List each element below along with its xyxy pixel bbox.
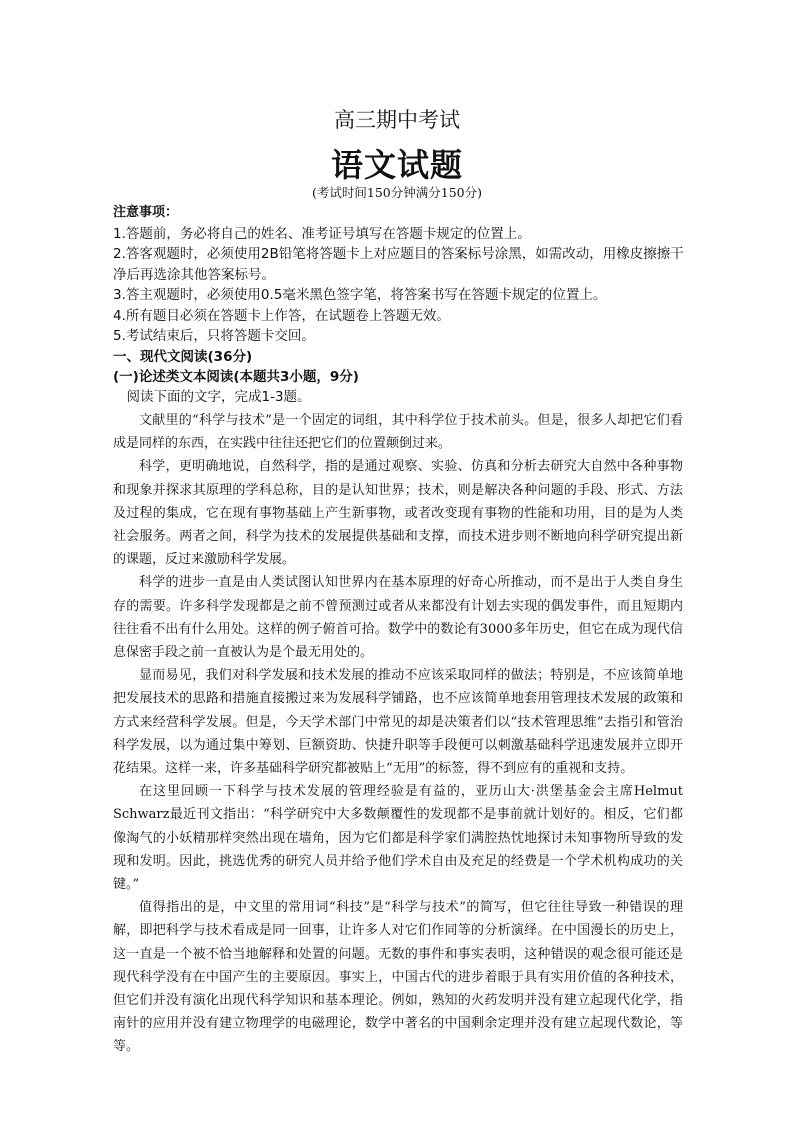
passage-paragraph: 在这里回顾一下科学与技术发展的管理经验是有益的，亚历山大·洪堡基金会主席Helmut Schwarz最近刊文指出：“科学研究中大多数颠覆性的发现都不是事前就计划好的。相反，它们都像淘气的小妖精那样突然出现在墙角，因为它们都是科学家们满腔热忱地探讨未知事物所导致的发现和发明。因此，挑选优秀的研究人员并给予他们学术自由及充足的经费是一个学术机构成功的关键。” [113,784,683,893]
passage-paragraph: 科学，更明确地说，自然科学，指的是通过观察、实验、仿真和分析去研究大自然中各种事物和现象并探求其原理的学科总称，目的是认知世界；技术，则是解决各种问题的手段、形式、方法及过程的集成，它在现有事物基础上产生新事物，或者改变现有事物的性能和功用，目的是为人类社会服务。两者之间，科学为技术的发展提供基础和支撑，而技术进步则不断地向科学研究提出新的课题，反过来激励科学发展。 [113,459,683,568]
reading-passage [113,387,683,1059]
subject-title: 语文试题 [330,146,463,184]
passage-paragraph: 文献里的“科学与技术”是一个固定的词组，其中科学位于技术前头。但是，很多人却把它们看成是同样的东西，在实践中往往还把它们的位置颠倒过来。 [113,413,683,452]
passage-instruction: 阅读下面的文字，完成1-3题。 [126,389,311,405]
notice-heading: 注意事项： [113,205,179,220]
section-heading: 一、现代文阅读(36分) [113,348,253,365]
passage-paragraph: 值得指出的是，中文里的常用词“科技”是“科学与技术”的简写，但它往往导致一种错误的理解，即把科学与技术看成是同一回事，让许多人对它们作同等的分析演绎。在中国漫长的历史上，这一直是一个被不恰当地解释和处置的问题。无数的事件和事实表明，这种错误的观念很可能还是现代科学没有在中国产生的主要原因。事实上，中国古代的进步着眼于具有实用价值的各种技术，但它们并没有演化出现代科学知识和基本理论。例如，熟知的火药发明并没有建立起现代化学，指南针的应用并没有建立物理学的电磁理论，数学中著名的中国剩余定理并没有建立起现代数论，等等。 [113,900,683,1055]
notice-item: 5.考试结束后，只将答题卡交回。 [113,328,315,344]
exam-notice [113,203,688,388]
notice-item: 3.答主观题时，必须使用0.5毫米黑色签字笔，将答案书写在答题卡规定的位置上。 [113,287,607,303]
notice-item: 1.答题前，务必将自己的姓名、准考证号填写在答题卡规定的位置上。 [113,225,531,242]
exam-duration-note: (考试时间150分钟满分150分) [312,185,482,200]
passage-paragraph: 显而易见，我们对科学发展和技术发展的推动不应该采取同样的做法；特别是，不应该简单地把发展技术的思路和措施直接搬过来为发展科学铺路，也不应该简单地套用管理技术发展的政策和方式来经营科学发展。但是，今天学术部门中常见的却是决策者们以“技术管理思维”去指引和管治科学发展，以为通过集中筹划、巨额资助、快捷升职等手段便可以刺激基础科学迅速发展并立即开花结果。这样一来，许多基础科学研究都被贴上“无用”的标签，得不到应有的重视和支持。 [113,668,683,777]
notice-item: 4.所有题目必须在答题卡上作答，在试题卷上答题无效。 [113,307,450,324]
notice-item: 2.答客观题时，必须使用2B铅笔将答题卡上对应题目的答案标号涂黑，如需改动，用橡皮擦擦干净后再选涂其他答案标号。 [113,246,684,283]
passage-paragraph: 科学的进步一直是由人类试图认知世界内在基本原理的好奇心所推动，而不是出于人类自身生存的需要。许多科学发现都是之前不曾预测过或者从来都没有计划去实现的偶发事件，而且短期内往往看不出有什么用处。这样的例子俯首可拾。数学中的数论有3000多年历史，但它在成为现代信息保密手段之前一直被认为是个最无用处的。 [113,575,683,661]
exam-title: 高三期中考试 [334,108,460,132]
subsection-heading: (一)论述类文本阅读(本题共3小题，9分) [113,369,359,385]
